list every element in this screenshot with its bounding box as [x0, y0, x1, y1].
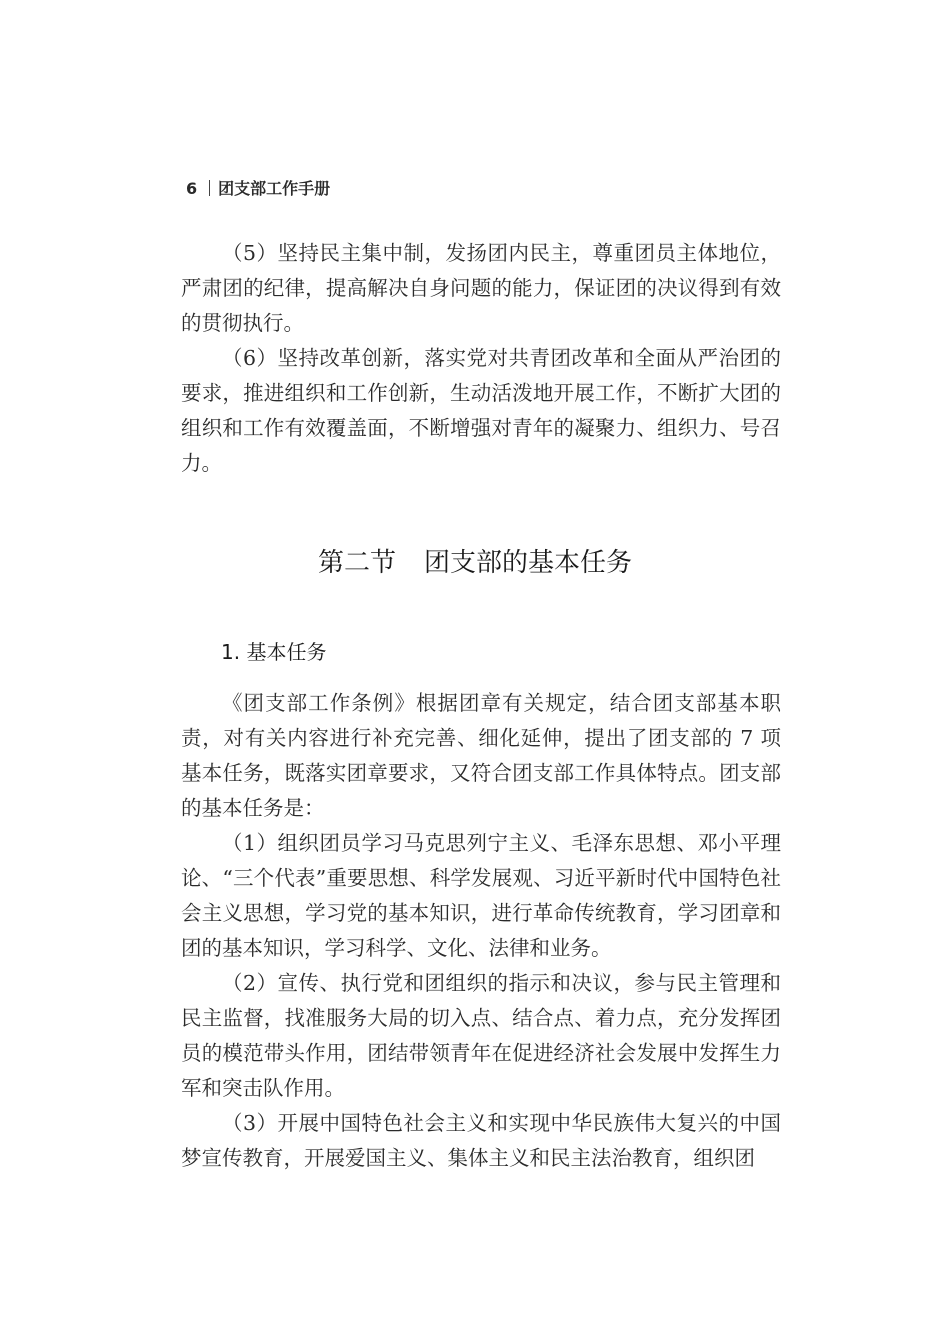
paragraph-item-5: （5）坚持民主集中制，发扬团内民主，尊重团员主体地位，严肃团的纪律，提高解决自身问题的能力，保证团的决议得到有效的贯彻执行。 — [181, 241, 781, 335]
paragraph-task-3: （3）开展中国特色社会主义和实现中华民族伟大复兴的中国梦宣传教育，开展爱国主义、集体主义和民主法治教育，组织团 — [181, 1111, 781, 1170]
running-header — [186, 178, 330, 200]
paragraph-task-1: （1）组织团员学习马克思列宁主义、毛泽东思想、邓小平理论、“三个代表”重要思想、科学发展观、习近平新时代中国特色社会主义思想，学习党的基本知识，进行革命传统教育，学习团章和团的基本知识，学习科学、文化、法律和业务。 — [181, 831, 781, 960]
section-title: 团支部的基本任务 — [424, 548, 633, 578]
subheading: 1. 基本任务 — [221, 640, 327, 664]
header-divider — [209, 180, 210, 196]
section-number: 第二节 — [317, 548, 396, 578]
page-number: 6 — [186, 179, 198, 198]
paragraph-intro: 《团支部工作条例》根据团章有关规定，结合团支部基本职责，对有关内容进行补充完善、细化延伸，提出了团支部的 7 项基本任务，既落实团章要求，又符合团支部工作具体特点。团支部的基本任务是： — [181, 691, 781, 820]
section-heading — [0, 545, 950, 581]
body-text-bottom — [181, 686, 781, 1176]
body-text-top — [181, 236, 781, 481]
paragraph-item-6: （6）坚持改革创新，落实党对共青团改革和全面从严治团的要求，推进组织和工作创新，生动活泼地开展工作，不断扩大团的组织和工作有效覆盖面，不断增强对青年的凝聚力、组织力、号召力。 — [181, 346, 781, 475]
paragraph-task-2: （2）宣传、执行党和团组织的指示和决议，参与民主管理和民主监督，找准服务大局的切入点、结合点、着力点，充分发挥团员的模范带头作用，团结带领青年在促进经济社会发展中发挥生力军和突击队作用。 — [181, 971, 781, 1100]
book-title: 团支部工作手册 — [218, 179, 331, 198]
